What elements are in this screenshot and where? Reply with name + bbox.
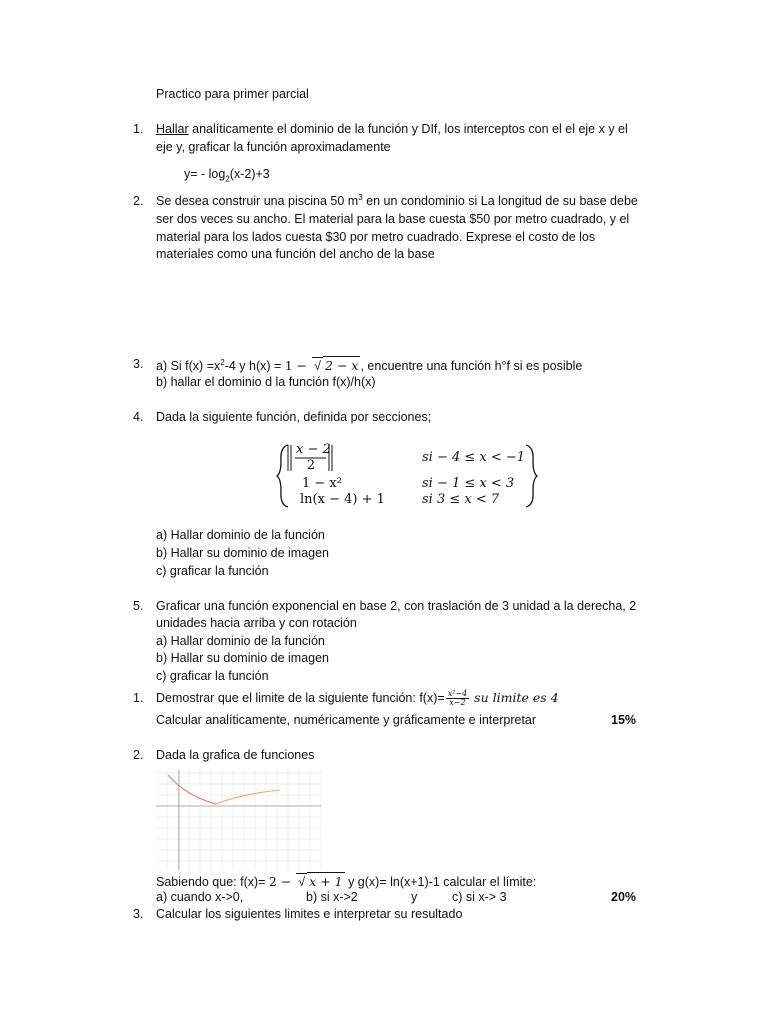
fraction xyxy=(446,690,470,707)
pw-condition-2: si − 1 ≤ x < 3 xyxy=(422,476,515,491)
item-number: 3. xyxy=(133,907,144,921)
item-4-c: c) graficar la función xyxy=(156,564,269,578)
limit-case-c: c) si x-> 3 xyxy=(452,890,507,904)
math-text: su limite es 4 xyxy=(470,690,559,705)
percentage-badge: 15% xyxy=(611,713,637,727)
item-number: 5. xyxy=(133,599,144,613)
eq-part: y= - log xyxy=(184,167,226,181)
pw-condition-3: si 3 ≤ x < 7 xyxy=(422,492,500,507)
math-text: 1 − xyxy=(284,358,312,373)
item-number: 1. xyxy=(133,122,144,136)
sqrt-symbol: √ xyxy=(298,875,306,889)
text: Sabiendo que: f(x)= xyxy=(156,875,269,889)
item-1-equation xyxy=(184,166,270,183)
superscript: 2 xyxy=(220,357,225,367)
limit-item-1-line-1 xyxy=(156,688,559,708)
item-number: 2. xyxy=(133,194,144,208)
item-1-line-2: eje y, graficar la función aproximadamente xyxy=(156,140,391,154)
item-2-line-4: materiales como una función del ancho de la base xyxy=(156,247,435,261)
sqrt-symbol: √ xyxy=(314,359,322,373)
pw-frac-denominator: 2 xyxy=(306,458,316,473)
text: a) Si f(x) =x xyxy=(156,359,221,373)
item-5-c: c) graficar la función xyxy=(156,669,269,683)
item-number: 3. xyxy=(133,357,144,371)
limit-case-a: a) cuando x->0, xyxy=(156,890,244,904)
sqrt-radicand: 2 − x xyxy=(325,358,359,373)
text: , encuentre una función h°f si es posible xyxy=(360,359,583,373)
item-3-line-a xyxy=(156,356,582,375)
item-number: 2. xyxy=(133,748,144,762)
item-1-text: analíticamente el dominio de la función y DIf, los interceptos con el el eje x y el xyxy=(188,122,628,136)
text: Se desea construir una piscina 50 m xyxy=(156,194,359,208)
pw-expression-3: ln(x − 4) + 1 xyxy=(300,492,385,507)
graph-grid xyxy=(156,770,321,870)
underlined-word: Hallar xyxy=(156,122,189,136)
item-5-b: b) Hallar su dominio de imagen xyxy=(156,651,330,665)
text: -4 y h(x) = xyxy=(224,359,285,373)
limit-item-2-line-1: Dada la grafica de funciones xyxy=(156,748,315,762)
item-3-line-b: b) hallar el dominio d la función f(x)/h(x) xyxy=(156,375,376,389)
fraction-numerator: x²−4 xyxy=(447,689,468,699)
eq-part: (x-2)+3 xyxy=(229,167,270,181)
math-text: 2 − xyxy=(268,874,296,889)
piecewise-function xyxy=(276,441,538,511)
fraction-denominator: x−2 xyxy=(449,698,466,708)
item-2-line-2: ser dos veces su ancho. El material para la base cuesta $50 por metro cuadrado, y el xyxy=(156,212,630,226)
graph-curve-g xyxy=(216,790,280,804)
item-5-a: a) Hallar dominio de la función xyxy=(156,634,325,648)
pw-expression-2: 1 − x² xyxy=(302,476,342,491)
limit-item-1-line-2: Calcular analíticamente, numéricamente y gráficamente e interpretar xyxy=(156,713,537,727)
conjunction-y: y xyxy=(411,890,418,904)
item-4-b: b) Hallar su dominio de imagen xyxy=(156,546,330,560)
item-4-a: a) Hallar dominio de la función xyxy=(156,528,325,542)
item-2-line-3: material para los lados cuesta $30 por metro cuadrado. Exprese el costo de los xyxy=(156,230,596,244)
item-number: 1. xyxy=(133,691,144,705)
pw-condition-1: si − 4 ≤ x < −1 xyxy=(422,450,526,465)
item-4-line-1: Dada la siguiente función, definida por secciones; xyxy=(156,410,432,424)
percentage-badge: 20% xyxy=(611,890,637,904)
function-graph xyxy=(156,770,326,870)
text: y g(x)= ln(x+1)-1 calcular el límite: xyxy=(344,875,537,889)
superscript: 3 xyxy=(358,192,363,202)
page-title: Practico para primer parcial xyxy=(156,87,309,101)
pw-frac-numerator: x − 2 xyxy=(296,442,331,457)
sqrt-radicand: x + 1 xyxy=(309,874,343,889)
limit-case-b: b) si x->2 xyxy=(306,890,358,904)
item-5-line-2: unidades hacia arriba y con rotación xyxy=(156,616,357,630)
text: Demostrar que el limite de la siguiente función: f(x)= xyxy=(156,691,445,705)
limit-item-3-line-1: Calcular los siguientes limites e interpretar su resultado xyxy=(156,907,463,921)
item-2-line-1 xyxy=(156,193,638,210)
item-number: 4. xyxy=(133,410,144,424)
item-1-line-1 xyxy=(156,121,628,138)
text: en un condominio si La longitud de su base debe xyxy=(362,194,638,208)
item-5-line-1: Graficar una función exponencial en base 2, con traslación de 3 unidad a la derecha, 2 xyxy=(156,599,637,613)
graph-curve-f xyxy=(168,775,216,804)
eq-subscript: 2 xyxy=(225,174,230,184)
